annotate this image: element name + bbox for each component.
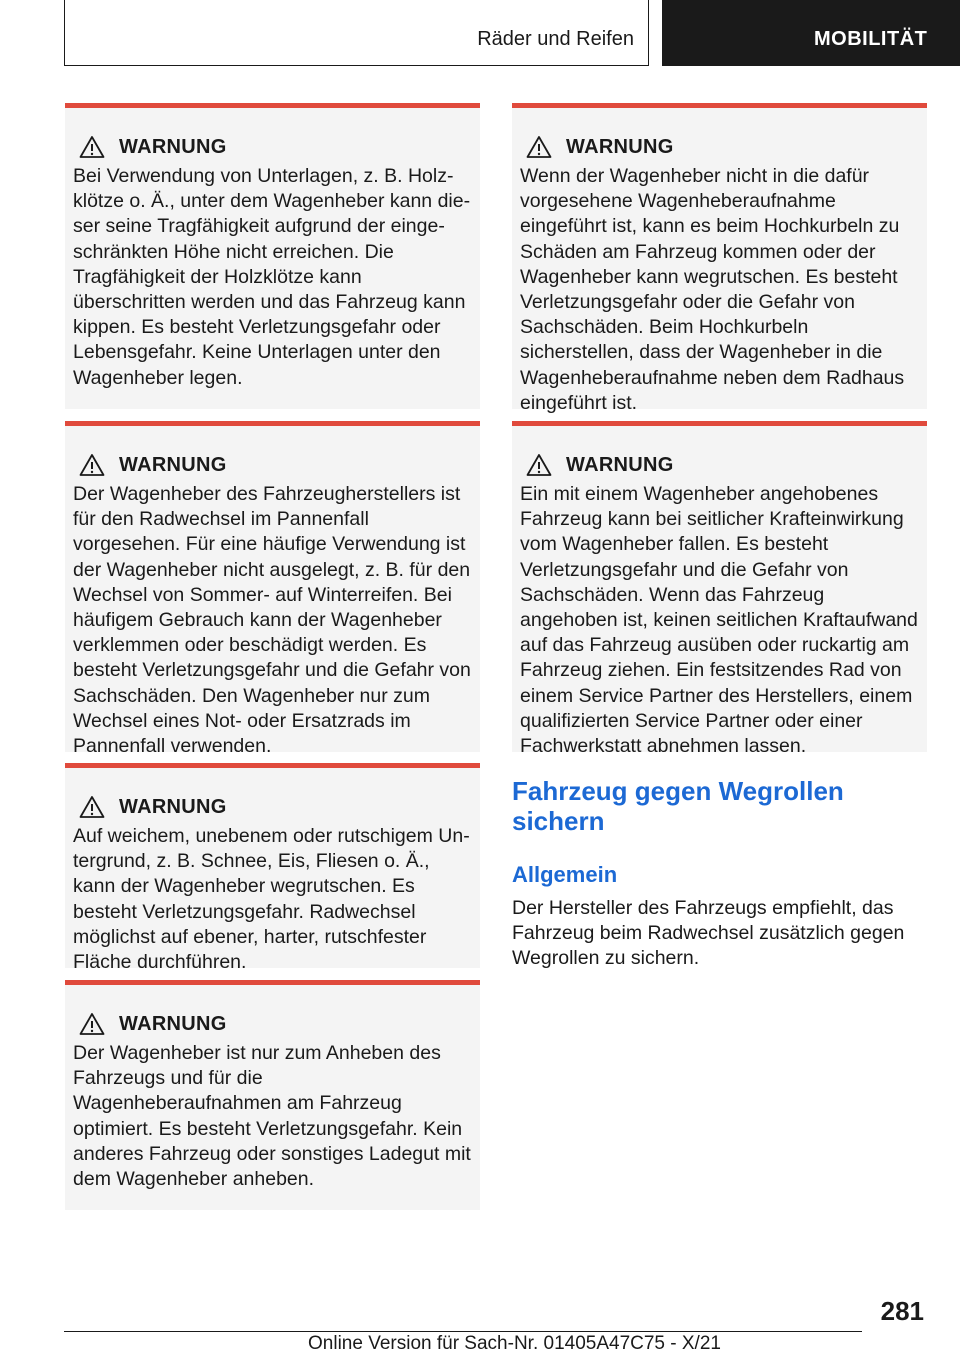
header-chapter-title: MOBILITÄT (814, 28, 928, 50)
warning-text: Ein mit einem Wagenheber angehobenes Fahrzeug kann bei seitlicher Krafteinwirkung vom Wagenheber fallen. Es besteht Verletzungsgefahr und die Gefahr von Sachschäden. Wenn das Fahrzeug angehoben ist, keinen seitlichen Kraftaufwand auf das Fahrzeug ausüben oder ruckartig am Fahrzeug ziehen. Ein festsitzendes Rad von einem Service Partner des Herstellers, einem qualifizierten Service Partner oder einer Fachwerkstatt abnehmen lassen. (520, 483, 918, 758)
warning-box (65, 421, 480, 758)
footer-online-version: Online Version für Sach-Nr. 01405A47C75 - X/21 (308, 1333, 721, 1354)
warning-title: WARNUNG (119, 135, 227, 158)
warning-text: Auf weichem, unebenem oder rutschigem Untergrund, z. B. Schnee, Eis, Fliesen o. Ä., kann der Wagenheber wegrutschen. Es besteht Verletzungsgefahr. Radwechsel möglichst auf ebener, harter, rutschfester Fläche durchführen. (73, 825, 470, 974)
warning-triangle-icon (526, 135, 552, 159)
section-paragraph: Der Hersteller des Fahrzeugs empfiehlt, das Fahrzeug beim Radwechsel zusätzlich gegen Wegrollen zu sichern. (512, 897, 905, 970)
warning-triangle-icon (79, 795, 105, 819)
header-chapter-tab (662, 0, 960, 66)
section-subheading: Allgemein (512, 862, 618, 887)
warning-text: Wenn der Wagenheber nicht in die dafür vorgesehene Wagenheberaufnahme eingeführt ist, kann es beim Hochkurbeln zu Schäden am Fahrzeug kommen oder der Wagenheber kann wegrutschen. Es besteht Verletzungsgefahr oder die Gefahr von Sachschäden. Beim Hochkurbeln sicherstellen, dass der Wagenheber in die Wagenheberaufnahme neben dem Radhaus eingeführt ist. (520, 165, 905, 414)
warning-box (512, 103, 927, 414)
warning-text: Bei Verwendung von Unterlagen, z. B. Holzklötze o. Ä., unter dem Wagenheber kann dieser seine Tragfähigkeit aufgrund der eingeschränkten Höhe nicht erreichen. Die Tragfähigkeit der Holzklötze kann überschritten werden und das Fahrzeug kann kippen. Es besteht Verletzungsgefahr oder Lebensgefahr. Keine Unterlagen unter den Wagenheber legen. (73, 165, 471, 389)
warning-title: WARNUNG (119, 453, 227, 476)
warning-text: Der Wagenheber des Fahrzeugherstellers ist für den Radwechsel im Pannenfall vorgesehen. Für eine häufige Verwendung ist der Wagenheber nicht ausgelegt, z. B. für den Wechsel von Sommer- auf Winterreifen. Bei häufigem Gebrauch kann der Wagenheber verklemmen oder beschädigt werden. Es besteht Verletzungsgefahr und die Gefahr von Sachschäden. Den Wagenheber nur zum Wechsel eines Not- oder Ersatzrads im Pannenfall verwenden. (73, 483, 471, 758)
warning-box (65, 763, 480, 974)
warning-triangle-icon (79, 135, 105, 159)
warning-title: WARNUNG (119, 795, 227, 818)
warning-triangle-icon (526, 453, 552, 477)
warning-box (65, 103, 480, 409)
warning-title: WARNUNG (566, 135, 674, 158)
header-section-title: Räder und Reifen (477, 28, 634, 50)
section-heading: Fahrzeug gegen Wegrollen sichern (512, 776, 844, 836)
page-number: 281 (880, 1296, 924, 1326)
warning-text: Der Wagenheber ist nur zum Anheben des Fahrzeugs und für die Wagenheberaufnahmen am Fahrzeug optimiert. Es besteht Verletzungsgefahr. Kein anderes Fahrzeug oder sonstiges Ladegut mit dem Wagenheber anheben. (73, 1042, 471, 1191)
warning-title: WARNUNG (566, 453, 674, 476)
warning-box (512, 421, 927, 758)
warning-triangle-icon (79, 453, 105, 477)
warning-title: WARNUNG (119, 1012, 227, 1035)
header-section-box (64, 0, 649, 66)
warning-box (65, 980, 480, 1210)
footer-divider (64, 1331, 862, 1332)
warning-triangle-icon (79, 1012, 105, 1036)
